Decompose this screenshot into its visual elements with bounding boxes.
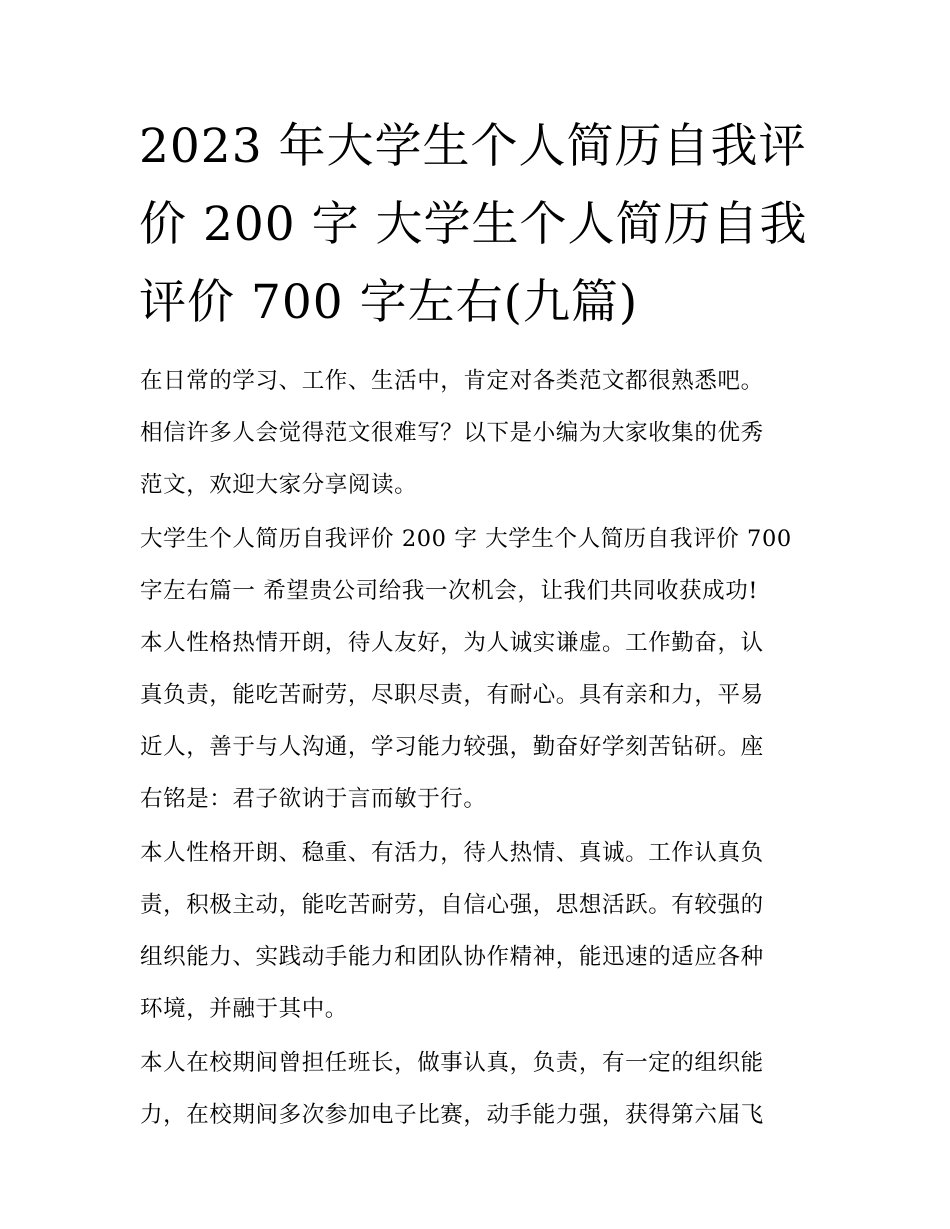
text-line: 本人性格热情开朗，待人友好，为人诚实谦虚。工作勤奋，认	[140, 630, 764, 656]
text-line: 范文，欢迎大家分享阅读。	[140, 472, 418, 498]
title-line: 评价 700 字左右(九篇)	[139, 275, 639, 330]
paragraph-personality	[140, 827, 820, 1035]
text-line: 在日常的学习、工作、生活中，肯定对各类范文都很熟悉吧。	[140, 368, 764, 394]
paragraph-school	[140, 1037, 820, 1141]
paragraph-section-one	[140, 513, 820, 825]
text-line: 近人，善于与人沟通，学习能力较强，勤奋好学刻苦钻研。座	[140, 734, 764, 760]
text-line: 右铭是：君子欲讷于言而敏于行。	[140, 786, 487, 812]
text-line: 本人性格开朗、稳重、有活力，待人热情、真诚。工作认真负	[140, 840, 764, 866]
text-line: 责，积极主动，能吃苦耐劳，自信心强，思想活跃。有较强的	[140, 892, 764, 918]
text-line: 字左右篇一 希望贵公司给我一次机会，让我们共同收获成功!	[140, 578, 758, 604]
text-line: 相信许多人会觉得范文很难写？以下是小编为大家收集的优秀	[140, 420, 764, 446]
title-line: 价 200 字 大学生个人简历自我	[139, 197, 808, 252]
text-line: 组织能力、实践动手能力和团队协作精神，能迅速的适应各种	[140, 944, 764, 970]
text-line: 大学生个人简历自我评价 200 字 大学生个人简历自我评价 700	[140, 526, 792, 552]
text-line: 环境，并融于其中。	[140, 996, 348, 1022]
paragraph-intro	[140, 355, 820, 511]
document-title	[139, 108, 819, 342]
title-line: 2023 年大学生个人简历自我评	[139, 119, 807, 174]
text-line: 本人在校期间曾担任班长，做事认真，负责，有一定的组织能	[140, 1050, 764, 1076]
text-line: 力，在校期间多次参加电子比赛，动手能力强，获得第六届飞	[140, 1102, 764, 1128]
document-body	[140, 355, 820, 1143]
text-line: 真负责，能吃苦耐劳，尽职尽责，有耐心。具有亲和力，平易	[140, 682, 764, 708]
